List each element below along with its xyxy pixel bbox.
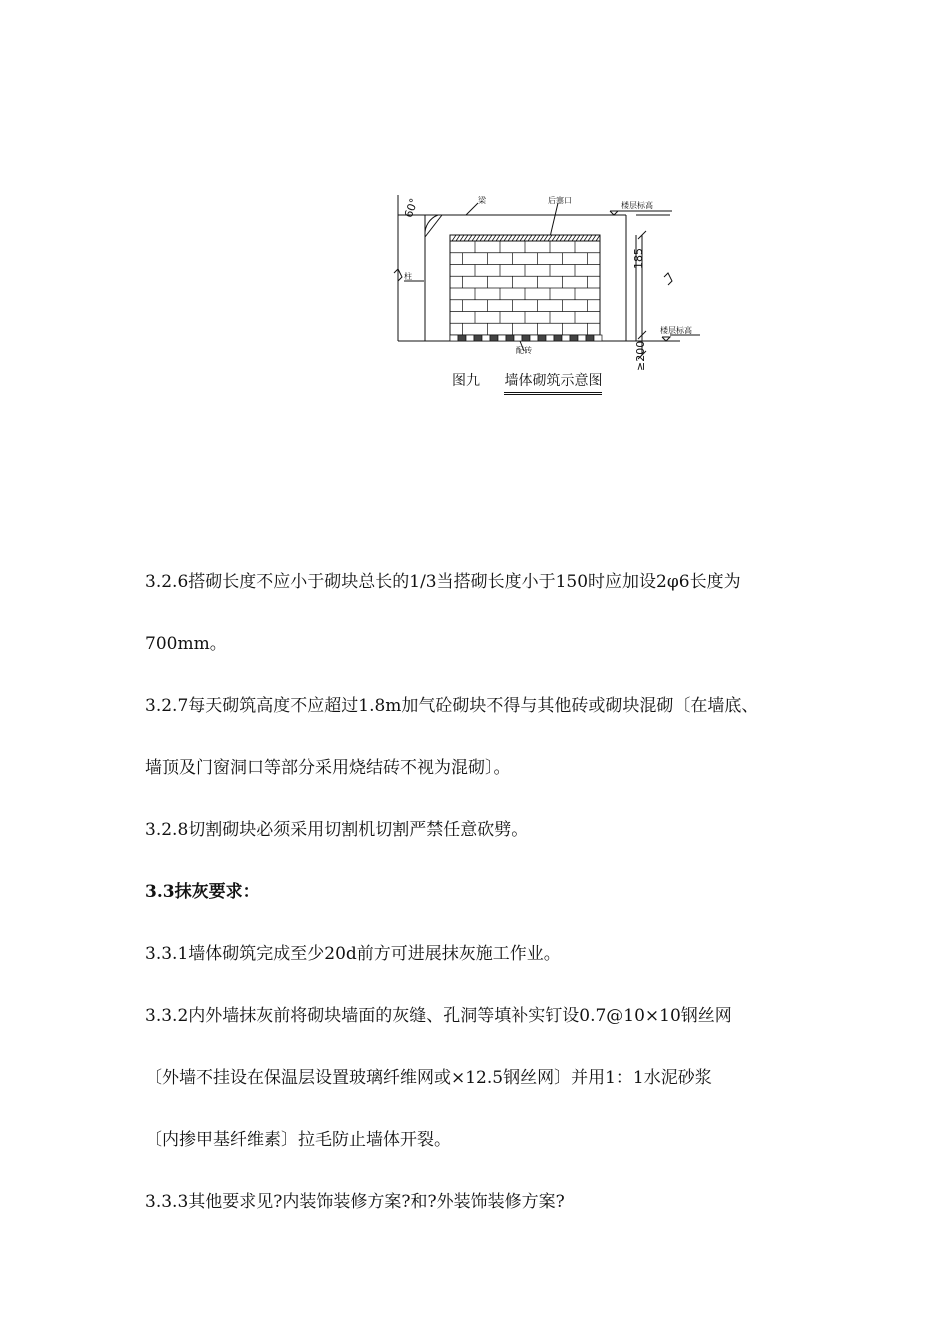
- dimension-min-200: ≥200: [634, 340, 647, 371]
- label-floor-elevation-bottom: 楼层标高: [660, 326, 692, 335]
- base-brick: [474, 335, 482, 341]
- base-brick: [554, 335, 562, 341]
- paragraph-3-3-2-line3: 〔内掺甲基纤维素〕拉毛防止墙体开裂。: [145, 1130, 451, 1150]
- base-brick: [578, 335, 586, 341]
- paragraph-3-3-2-line1: 3.3.2内外墙抹灰前将砌块墙面的灰缝、孔洞等填补实钉设0.7@10×10钢丝网: [145, 1006, 732, 1026]
- base-brick: [562, 335, 570, 341]
- paragraph-3-3-2-line2: 〔外墙不挂设在保温层设置玻璃纤维网或×12.5钢丝网〕并用1：1水泥砂浆: [145, 1068, 712, 1088]
- label-column: 柱: [404, 272, 412, 281]
- paragraph-3-2-6-line1: 3.2.6搭砌长度不应小于砌块总长的1/3当搭砌长度小于150时应加设2φ6长度为: [145, 572, 741, 592]
- dimension-angle: 60°: [402, 196, 421, 220]
- base-brick: [522, 335, 530, 341]
- base-brick: [458, 335, 466, 341]
- paragraph-3-2-6-line2: 700mm。: [145, 634, 227, 654]
- base-brick: [498, 335, 506, 341]
- base-brick: [586, 335, 594, 341]
- section-heading-3-3: 3.3抹灰要求：: [145, 882, 260, 902]
- base-brick: [506, 335, 514, 341]
- dimension-185: 185: [632, 248, 645, 269]
- paragraph-3-2-8: 3.2.8切割砌块必须采用切割机切割严禁任意砍劈。: [145, 820, 529, 840]
- base-brick: [450, 335, 458, 341]
- paragraph-3-3-1: 3.3.1墙体砌筑完成至少20d前方可进展抹灰施工作业。: [145, 944, 561, 964]
- base-brick: [482, 335, 490, 341]
- paragraph-3-3-3: 3.3.3其他要求见?内装饰装修方案?和?外装饰装修方案?: [145, 1192, 565, 1212]
- paragraph-3-2-7-line1: 3.2.7每天砌筑高度不应超过1.8m加气砼砌块不得与其他砖或砌块混砌〔在墙底、: [145, 696, 759, 716]
- label-floor-elevation-top: 楼层标高: [621, 201, 653, 210]
- base-brick: [570, 335, 578, 341]
- base-brick: [490, 335, 498, 341]
- base-brick: [538, 335, 546, 341]
- base-brick: [530, 335, 538, 341]
- figure-number: 图九: [452, 373, 480, 389]
- label-base-brick: 配砖: [516, 346, 532, 355]
- wall-masonry-diagram: [380, 185, 720, 415]
- label-beam: 梁: [478, 196, 486, 205]
- label-grout: 后塞口: [548, 196, 572, 205]
- figure-title: 墙体砌筑示意图: [504, 370, 602, 395]
- base-brick: [466, 335, 474, 341]
- base-brick: [514, 335, 522, 341]
- base-brick: [594, 335, 602, 341]
- figure-caption: [452, 370, 602, 395]
- base-brick: [546, 335, 554, 341]
- paragraph-3-2-7-line2: 墙顶及门窗洞口等部分采用烧结砖不视为混砌〕。: [145, 758, 511, 778]
